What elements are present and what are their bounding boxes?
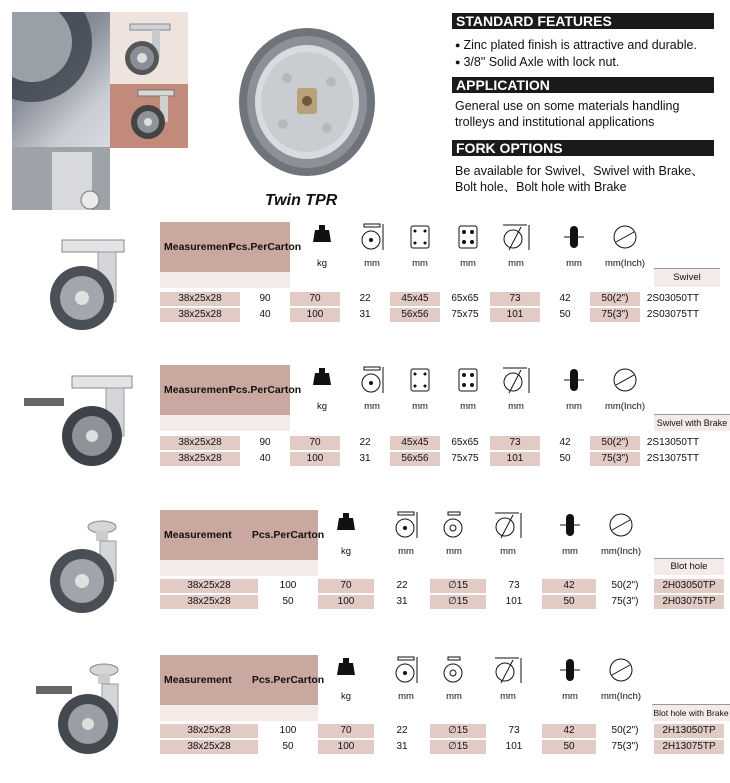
table-cell: 38x25x28 <box>160 579 258 593</box>
swivel-brake-caster-thumb <box>110 84 188 148</box>
swivel-caster-photo <box>30 228 150 338</box>
table-cell: 2H13075TP <box>654 740 724 754</box>
table-cell: 101 <box>490 452 540 466</box>
height-col-header: mm <box>384 655 428 702</box>
measurement-header: Measurement <box>160 655 258 705</box>
load-col-header: kg <box>300 365 344 412</box>
tpr-wheel-photo <box>235 22 380 187</box>
table-cell: 2S13075TT <box>640 452 706 466</box>
bolt-hole-caster-photo <box>30 515 150 625</box>
table-cell: 70 <box>318 724 374 738</box>
table-cell: 75(3") <box>596 595 654 609</box>
table-cell: 31 <box>374 740 430 754</box>
table-cell: ∅15 <box>430 595 486 609</box>
measurement-header: Measurement <box>160 365 240 415</box>
table-cell: 2S13050TT <box>640 436 706 450</box>
table-cell: 22 <box>374 724 430 738</box>
bolt-hole-icon <box>440 655 468 685</box>
swivel-radius-icon <box>493 655 523 685</box>
table-cell: 90 <box>240 436 290 450</box>
table-cell: 50(2") <box>596 724 654 738</box>
table-cell: 65x65 <box>440 292 490 306</box>
wheel-width-icon <box>562 222 586 252</box>
table-cell: 38x25x28 <box>160 436 240 450</box>
table-cell: 2H03050TP <box>654 579 724 593</box>
table-cell: 100 <box>258 579 318 593</box>
weight-icon <box>312 222 332 252</box>
table-cell: 75x75 <box>440 452 490 466</box>
bolt-hole-pattern-icon <box>456 222 480 252</box>
fork-options-text <box>455 163 725 195</box>
table-cell: 31 <box>340 308 390 322</box>
hero-caption: Twin TPR <box>265 192 338 209</box>
diameter-col-header: mm(Inch) <box>594 510 648 557</box>
table-cell: 42 <box>542 579 596 593</box>
table-cell: 2H03075TP <box>654 595 724 609</box>
offset-col-header: mm <box>486 655 530 702</box>
table-cell: 100 <box>318 740 374 754</box>
top-plate-icon <box>408 222 432 252</box>
pcs-per-carton-header: Pcs.Per Carton <box>258 510 318 560</box>
height-col-header: mm <box>384 510 428 557</box>
table-cell: 56x56 <box>390 308 440 322</box>
table-cell: 70 <box>290 292 340 306</box>
table-cell: 65x65 <box>440 436 490 450</box>
type-label-swivel: Swivel <box>654 268 720 287</box>
table-cell: 50 <box>540 308 590 322</box>
diameter-col-header: mm(Inch) <box>598 222 652 269</box>
table-cell: 38x25x28 <box>160 292 240 306</box>
table-cell: 73 <box>486 724 542 738</box>
application-line: General use on some materials handling <box>455 99 680 113</box>
top-plate-icon <box>408 365 432 395</box>
fork-options-title: FORK OPTIONS <box>452 140 714 156</box>
table-row <box>160 308 706 322</box>
table-cell: 75(3") <box>590 308 640 322</box>
table-cell: 2S03075TT <box>640 308 706 322</box>
type-label-swivel-brake: Swivel with Brake <box>654 414 730 431</box>
standard-features-list <box>455 37 725 71</box>
table-cell: 50 <box>542 740 596 754</box>
table-cell: 70 <box>290 436 340 450</box>
table-cell: 75(3") <box>590 452 640 466</box>
table-cell: 73 <box>486 579 542 593</box>
weight-icon <box>336 655 356 685</box>
pcs-per-carton-header: Pcs.Per Carton <box>240 365 290 415</box>
feature-item: ● 3/8" Solid Axle with lock nut. <box>455 54 725 71</box>
fork-line: Bolt hole、Bolt hole with Brake <box>455 180 627 194</box>
standard-features-title: STANDARD FEATURES <box>452 13 714 29</box>
width-col-header: mm <box>548 655 592 702</box>
table-cell: 100 <box>318 595 374 609</box>
table-cell: 38x25x28 <box>160 308 240 322</box>
table-cell: 101 <box>486 595 542 609</box>
width-col-header: mm <box>552 365 596 412</box>
table-cell: 42 <box>540 436 590 450</box>
table-cell: 73 <box>490 436 540 450</box>
table-cell: 40 <box>240 452 290 466</box>
header-spacer <box>160 705 318 721</box>
table-row <box>160 595 724 609</box>
table-cell: 42 <box>542 724 596 738</box>
feature-item: ● Zinc plated finish is attractive and durable. <box>455 37 725 54</box>
bolt-hole-icon <box>440 510 468 540</box>
table-cell: 50(2") <box>590 436 640 450</box>
diameter-col-header: mm(Inch) <box>598 365 652 412</box>
wheel-diameter-icon <box>608 510 634 540</box>
application-line: trolleys and institutional applications <box>455 115 655 129</box>
table-row <box>160 436 706 450</box>
caster-height-icon <box>358 222 386 252</box>
load-col-header: kg <box>324 655 368 702</box>
table-cell: 38x25x28 <box>160 595 258 609</box>
header-spacer <box>160 415 290 431</box>
table-cell: 22 <box>340 292 390 306</box>
pcs-per-carton-header: Pcs.Per Carton <box>258 655 318 705</box>
table-cell: 100 <box>258 724 318 738</box>
table-cell: 75(3") <box>596 740 654 754</box>
wheel-diameter-icon <box>608 655 634 685</box>
caster-height-icon <box>392 655 420 685</box>
swivel-caster-thumb <box>110 12 188 84</box>
bolt-hole-col-header: mm <box>432 510 476 557</box>
table-row <box>160 452 706 466</box>
header-spacer <box>160 272 290 288</box>
height-col-header: mm <box>350 365 394 412</box>
table-cell: 100 <box>290 308 340 322</box>
table-cell: 22 <box>340 436 390 450</box>
application-title: APPLICATION <box>452 77 714 93</box>
swivel-brake-caster-photo <box>22 370 142 480</box>
plate-col-header: mm <box>398 365 442 412</box>
header-spacer <box>160 560 318 576</box>
table-cell: 100 <box>290 452 340 466</box>
pcs-per-carton-header: Pcs.Per Carton <box>240 222 290 272</box>
table-cell: 31 <box>340 452 390 466</box>
table-row <box>160 740 724 754</box>
diameter-col-header: mm(Inch) <box>594 655 648 702</box>
table-row <box>160 724 724 738</box>
type-label-bolt-hole: Blot hole <box>654 558 724 575</box>
table-cell: 75x75 <box>440 308 490 322</box>
table-cell: 56x56 <box>390 452 440 466</box>
caster-height-icon <box>358 365 386 395</box>
swivel-radius-icon <box>493 510 523 540</box>
table-cell: 45x45 <box>390 292 440 306</box>
application-text <box>455 98 725 130</box>
table-cell: 70 <box>318 579 374 593</box>
weight-icon <box>312 365 332 395</box>
wheel-diameter-icon <box>612 222 638 252</box>
swivel-radius-icon <box>501 365 531 395</box>
table-row <box>160 292 706 306</box>
table-cell: 50 <box>542 595 596 609</box>
swivel-radius-icon <box>501 222 531 252</box>
caster-closeup-photo <box>12 12 110 210</box>
table-cell: 38x25x28 <box>160 452 240 466</box>
bolt-hole-pattern-icon <box>456 365 480 395</box>
table-cell: 101 <box>486 740 542 754</box>
table-cell: 50(2") <box>590 292 640 306</box>
load-col-header: kg <box>300 222 344 269</box>
table-cell: ∅15 <box>430 724 486 738</box>
table-cell: 50(2") <box>596 579 654 593</box>
table-cell: 22 <box>374 579 430 593</box>
offset-col-header: mm <box>486 510 530 557</box>
wheel-width-icon <box>562 365 586 395</box>
bolt-hole-col-header: mm <box>432 655 476 702</box>
weight-icon <box>336 510 356 540</box>
table-cell: 2S03050TT <box>640 292 706 306</box>
table-cell: ∅15 <box>430 740 486 754</box>
measurement-header: Measurement <box>160 222 240 272</box>
bolt-spacing-col-header: mm <box>446 365 490 412</box>
wheel-width-icon <box>558 510 582 540</box>
height-col-header: mm <box>350 222 394 269</box>
plate-col-header: mm <box>398 222 442 269</box>
table-cell: 45x45 <box>390 436 440 450</box>
table-cell: 50 <box>540 452 590 466</box>
table-cell: 90 <box>240 292 290 306</box>
table-cell: ∅15 <box>430 579 486 593</box>
table-cell: 31 <box>374 595 430 609</box>
table-cell: 42 <box>540 292 590 306</box>
table-cell: 101 <box>490 308 540 322</box>
width-col-header: mm <box>552 222 596 269</box>
bolt-hole-brake-caster-photo <box>30 660 150 770</box>
table-cell: 38x25x28 <box>160 724 258 738</box>
wheel-diameter-icon <box>612 365 638 395</box>
offset-col-header: mm <box>494 222 538 269</box>
table-cell: 50 <box>258 595 318 609</box>
table-cell: 40 <box>240 308 290 322</box>
table-cell: 2H13050TP <box>654 724 724 738</box>
offset-col-header: mm <box>494 365 538 412</box>
wheel-width-icon <box>558 655 582 685</box>
load-col-header: kg <box>324 510 368 557</box>
table-row <box>160 579 724 593</box>
table-cell: 50 <box>258 740 318 754</box>
fork-line: Be available for Swivel、Swivel with Brake、 <box>455 164 704 178</box>
width-col-header: mm <box>548 510 592 557</box>
table-cell: 38x25x28 <box>160 740 258 754</box>
type-label-bolt-hole-brake: Blot hole with Brake <box>652 704 730 721</box>
table-cell: 73 <box>490 292 540 306</box>
bolt-spacing-col-header: mm <box>446 222 490 269</box>
measurement-header: Measurement <box>160 510 258 560</box>
caster-height-icon <box>392 510 420 540</box>
